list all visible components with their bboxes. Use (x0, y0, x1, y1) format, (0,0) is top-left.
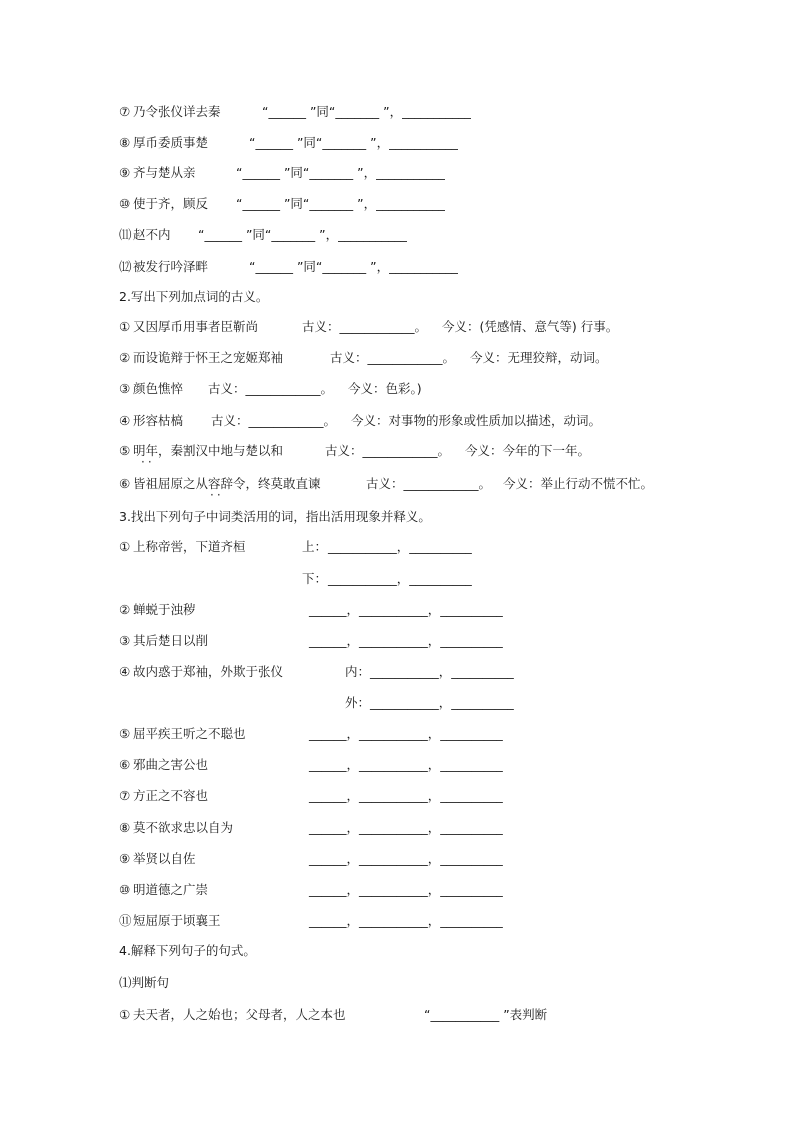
jin-meaning: 今义：色彩。) (348, 381, 422, 396)
fill-item-12 (0, 258, 458, 276)
item-number: ⑩ (119, 196, 131, 211)
item-number: ⑿ (119, 259, 132, 274)
gu-blank[interactable]: 古义：____________。 (325, 443, 451, 458)
huoyong-item-7 (0, 787, 503, 805)
item-phrase: 蝉蜕于浊秽 (133, 602, 196, 617)
jushi-item-1 (0, 1006, 548, 1024)
gu-item-1 (0, 318, 619, 336)
emphasis-dots: ·· (141, 455, 155, 469)
item-number: ① (119, 539, 131, 554)
item-phrase: 齐与楚从亲 (133, 165, 196, 180)
gu-blank[interactable]: 古义：____________。 (330, 350, 456, 365)
item-phrase: 短屈原于顷襄王 (133, 913, 221, 928)
huoyong-item-11 (0, 912, 503, 930)
item-number: ① (119, 1007, 131, 1022)
huoyong-item-10 (0, 881, 503, 899)
item-number: ⑧ (119, 820, 131, 835)
fill-item-11 (0, 226, 407, 244)
item-number: ④ (119, 413, 131, 428)
jin-meaning: 今义：无理狡辩，动词。 (470, 350, 608, 365)
item-phrase: 其后楚日以削 (133, 633, 209, 648)
answer-blank[interactable]: ______，___________，__________ (309, 602, 503, 617)
item-phrase: 莫不欲求忠以自为 (133, 820, 234, 835)
fill-item-10 (0, 195, 445, 213)
huoyong-item-5 (0, 725, 503, 743)
item-number: ⑤ (119, 726, 131, 741)
answer-blank[interactable]: ______，___________，__________ (309, 726, 503, 741)
item-number: ⑩ (119, 882, 131, 897)
fill-item-8 (0, 134, 458, 152)
fill-item-7 (0, 103, 471, 121)
item-number: ⑧ (119, 135, 131, 150)
item-phrase: 明年，秦割汉中地与楚以和 (133, 443, 284, 458)
item-number: ⑥ (119, 757, 131, 772)
huoyong-item-4 (0, 663, 514, 681)
item-phrase: 使于齐，顾反 (133, 196, 209, 211)
item-phrase: 故内惑于郑袖，外欺于张仪 (133, 664, 284, 679)
item-number: ⑥ (119, 476, 131, 491)
answer-blank[interactable]: ___________，__________ (328, 571, 472, 586)
answer-blank[interactable]: ______，___________，__________ (309, 820, 503, 835)
item-phrase: 形容枯槁 (133, 413, 184, 428)
jin-meaning: 今义：今年的下一年。 (465, 443, 591, 458)
item-number: ⑪ (119, 913, 132, 928)
emphasis-dots: ·· (210, 488, 224, 502)
item-phrase: 又因厚币用事者臣靳尚 (133, 319, 259, 334)
huoyong-item-9 (0, 850, 503, 868)
item-phrase: 举贤以自佐 (133, 851, 196, 866)
jin-meaning: 今义：(凭感情、意气等) 行事。 (442, 319, 619, 334)
gu-item-4 (0, 412, 602, 430)
answer-blank[interactable]: ______，___________，__________ (309, 851, 503, 866)
item-phrase: 邪曲之害公也 (133, 757, 209, 772)
gu-blank[interactable]: 古义：____________。 (302, 319, 428, 334)
gu-item-6 (0, 475, 654, 493)
item-number: ② (119, 602, 131, 617)
answer-blank[interactable]: “______ ”同“_______ ”，___________ (236, 165, 445, 180)
label-xia: 下： (302, 571, 328, 586)
item-number: ⑤ (119, 443, 131, 458)
answer-blank[interactable]: “______ ”同“_______ ”，___________ (236, 196, 445, 211)
huoyong-item-1 (0, 538, 472, 556)
item-phrase: 上称帝喾，下道齐桓 (133, 539, 246, 554)
item-phrase: 明道德之广崇 (133, 882, 209, 897)
huoyong-item-3 (0, 632, 503, 650)
answer-blank[interactable]: ______，___________，__________ (309, 913, 503, 928)
item-phrase: 被发行吟泽畔 (133, 259, 209, 274)
item-phrase: 方正之不容也 (133, 788, 209, 803)
answer-blank[interactable]: ______，___________，__________ (309, 788, 503, 803)
answer-blank[interactable]: “______ ”同“_______ ”，___________ (249, 259, 458, 274)
gu-blank[interactable]: 古义：____________。 (366, 476, 492, 491)
huoyong-item-8 (0, 819, 503, 837)
label-nei: 内： (345, 664, 371, 679)
item-phrase: 而设诡辩于怀王之宠姬郑袖 (133, 350, 284, 365)
section-4-title: 4.解释下列句子的句式。 (119, 943, 256, 958)
huoyong-item-6 (0, 756, 503, 774)
answer-blank[interactable]: “______ ”同“_______ ”，___________ (262, 104, 471, 119)
item-phrase: 皆祖屈原之从容辞令，终莫敢直谏 (133, 476, 321, 491)
answer-blank[interactable]: ______，___________，__________ (309, 757, 503, 772)
gu-item-5 (0, 442, 591, 460)
answer-blank[interactable]: ___________，__________ (328, 539, 472, 554)
answer-blank[interactable]: “______ ”同“_______ ”，___________ (249, 135, 458, 150)
answer-blank[interactable]: “___________ ”表判断 (424, 1007, 548, 1022)
item-phrase: 屈平疾王听之不聪也 (133, 726, 246, 741)
huoyong-item-1-b (0, 570, 472, 588)
answer-blank[interactable]: ______，___________，__________ (309, 882, 503, 897)
fill-item-9 (0, 164, 445, 182)
item-number: ① (119, 319, 131, 334)
item-phrase: 颜色憔悴 (133, 381, 184, 396)
item-number: ③ (119, 633, 131, 648)
item-number: ⑨ (119, 851, 131, 866)
item-phrase: 夫天者，人之始也；父母者，人之本也 (133, 1007, 346, 1022)
item-number: ⑨ (119, 165, 131, 180)
label-wai: 外： (345, 695, 371, 710)
gu-blank[interactable]: 古义：____________。 (208, 381, 334, 396)
label-shang: 上： (302, 539, 328, 554)
item-number: ⑦ (119, 788, 131, 803)
jin-meaning: 今义：举止行动不慌不忙。 (503, 476, 654, 491)
item-number: ⑦ (119, 104, 131, 119)
item-phrase: 乃令张仪详去秦 (133, 104, 221, 119)
huoyong-item-2 (0, 601, 503, 619)
gu-item-2 (0, 349, 608, 367)
section-2-title: 2.写出下列加点词的古义。 (119, 289, 269, 304)
section-4-subtitle: ⑴判断句 (119, 975, 170, 990)
item-phrase: 厚币委质事楚 (133, 135, 209, 150)
gu-blank[interactable]: 古义：____________。 (211, 413, 337, 428)
item-number: ④ (119, 664, 131, 679)
answer-blank[interactable]: ___________，__________ (370, 664, 514, 679)
item-number: ⑾ (119, 227, 132, 242)
huoyong-item-4-b (0, 694, 514, 712)
jin-meaning: 今义：对事物的形象或性质加以描述，动词。 (351, 413, 602, 428)
item-number: ③ (119, 381, 131, 396)
answer-blank[interactable]: “______ ”同“_______ ”，___________ (198, 227, 407, 242)
gu-item-3 (0, 380, 422, 398)
answer-blank[interactable]: ______，___________，__________ (309, 633, 503, 648)
section-3-title: 3.找出下列句子中词类活用的词，指出活用现象并释义。 (119, 509, 431, 524)
item-number: ② (119, 350, 131, 365)
item-phrase: 赵不内 (133, 227, 171, 242)
answer-blank[interactable]: ___________，__________ (370, 695, 514, 710)
